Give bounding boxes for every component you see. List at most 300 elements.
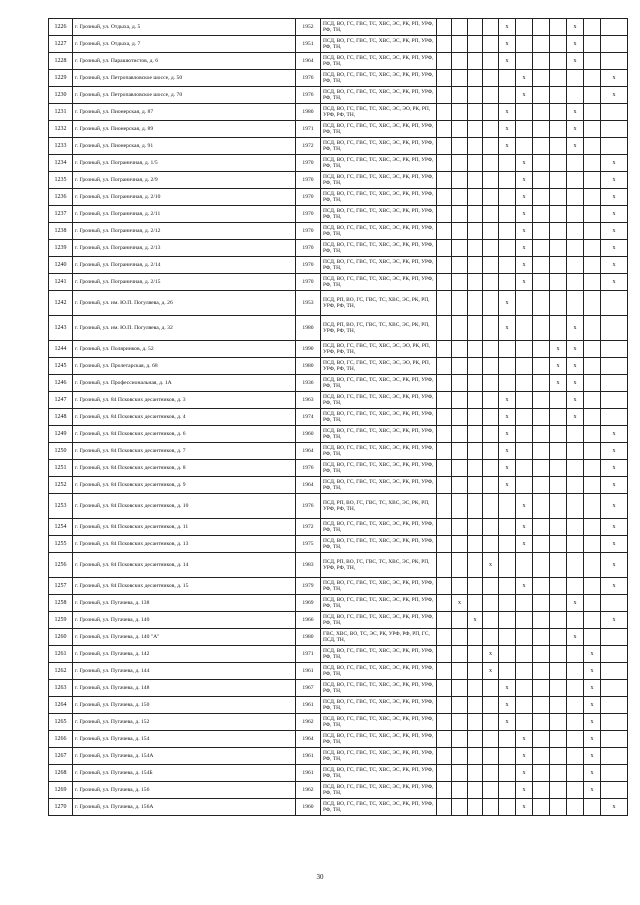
row-mark	[499, 87, 516, 104]
row-mark	[452, 70, 468, 87]
row-mark	[499, 519, 516, 536]
row-mark	[567, 553, 584, 578]
row-systems: ПСД, ВО, ГС, ГВС, ТС, ХВС, ЭС, РК, РП, УРФ, РФ, ТН,	[321, 53, 437, 70]
row-mark	[437, 731, 452, 748]
row-mark	[567, 274, 584, 291]
row-mark	[567, 240, 584, 257]
row-mark	[550, 494, 567, 519]
row-year: 1974	[296, 409, 321, 426]
row-address: г. Грозный, ул. Пугачева, д. 154	[73, 731, 296, 748]
row-mark	[452, 553, 468, 578]
row-mark	[437, 443, 452, 460]
row-mark: x	[516, 274, 533, 291]
row-address: г. Грозный, ул. 84 Псковских десантников, д. 15	[73, 578, 296, 595]
row-year: 1964	[296, 443, 321, 460]
row-year: 1960	[296, 426, 321, 443]
row-mark: x	[584, 646, 601, 663]
row-mark	[483, 36, 499, 53]
row-mark	[601, 731, 628, 748]
row-mark	[584, 799, 601, 816]
row-mark	[452, 172, 468, 189]
row-address: г. Грозный, ул. 84 Псковских десантников, д. 3	[73, 392, 296, 409]
row-mark	[550, 223, 567, 240]
row-mark	[516, 121, 533, 138]
row-mark	[483, 257, 499, 274]
row-year: 1972	[296, 519, 321, 536]
row-year: 1970	[296, 257, 321, 274]
row-number: 1241	[49, 274, 73, 291]
row-year: 1960	[296, 799, 321, 816]
row-address: г. Грозный, ул. им. Ю.П. Погуляева, д. 26	[73, 291, 296, 316]
row-mark	[533, 646, 550, 663]
row-mark	[483, 138, 499, 155]
row-mark	[567, 87, 584, 104]
row-mark	[499, 223, 516, 240]
row-mark	[499, 494, 516, 519]
row-mark	[452, 53, 468, 70]
row-mark: x	[601, 578, 628, 595]
row-mark: x	[601, 443, 628, 460]
row-address: г. Грозный, ул. 84 Псковских десантников, д. 11	[73, 519, 296, 536]
row-mark	[437, 206, 452, 223]
row-mark	[533, 748, 550, 765]
row-number: 1231	[49, 104, 73, 121]
table-row	[49, 87, 628, 104]
row-year: 1980	[296, 104, 321, 121]
row-mark	[499, 782, 516, 799]
row-mark	[468, 138, 483, 155]
row-mark: x	[516, 519, 533, 536]
row-mark	[468, 172, 483, 189]
row-systems: ПСД, ВО, ГС, ГВС, ТС, ХВС, ЭС, РК, РП, УРФ, РФ, ТН,	[321, 578, 437, 595]
row-mark	[516, 553, 533, 578]
row-mark	[437, 612, 452, 629]
row-mark	[437, 765, 452, 782]
row-mark	[567, 714, 584, 731]
row-mark	[550, 87, 567, 104]
row-mark: x	[550, 341, 567, 358]
row-mark	[533, 138, 550, 155]
row-mark: x	[516, 189, 533, 206]
row-mark: x	[499, 426, 516, 443]
row-mark: x	[516, 70, 533, 87]
row-mark	[483, 680, 499, 697]
row-mark	[483, 748, 499, 765]
row-systems: ПСД, ВО, ГС, ГВС, ТС, ХВС, ЭС, РК, РП, УРФ, РФ, ТН,	[321, 70, 437, 87]
row-mark	[499, 578, 516, 595]
row-address: г. Грозный, ул. Пролетарская, д. 68	[73, 358, 296, 375]
row-mark	[584, 19, 601, 36]
row-mark	[550, 477, 567, 494]
row-mark: x	[452, 595, 468, 612]
row-mark	[550, 121, 567, 138]
row-mark	[550, 536, 567, 553]
row-mark	[452, 443, 468, 460]
row-mark	[584, 536, 601, 553]
table-row	[49, 155, 628, 172]
row-mark	[499, 240, 516, 257]
row-mark	[483, 189, 499, 206]
row-mark	[550, 714, 567, 731]
row-number: 1253	[49, 494, 73, 519]
table-row	[49, 663, 628, 680]
row-mark	[452, 19, 468, 36]
row-mark	[452, 426, 468, 443]
table-row	[49, 477, 628, 494]
row-mark	[584, 494, 601, 519]
row-mark	[483, 799, 499, 816]
row-systems: ПСД, ВО, ГС, ГВС, ТС, ХВС, ЭС, РК, РП, УРФ, РФ, ТН,	[321, 731, 437, 748]
row-mark: x	[601, 477, 628, 494]
row-mark	[468, 291, 483, 316]
row-mark	[516, 358, 533, 375]
row-mark	[437, 36, 452, 53]
row-mark: x	[601, 274, 628, 291]
row-number: 1257	[49, 578, 73, 595]
row-mark	[584, 426, 601, 443]
table-row	[49, 460, 628, 477]
row-mark: x	[468, 612, 483, 629]
row-mark	[452, 748, 468, 765]
row-mark: x	[584, 731, 601, 748]
row-number: 1248	[49, 409, 73, 426]
row-mark	[437, 223, 452, 240]
row-mark	[516, 375, 533, 392]
row-mark	[483, 19, 499, 36]
row-mark	[452, 138, 468, 155]
row-mark	[533, 53, 550, 70]
row-year: 1953	[296, 291, 321, 316]
row-mark	[601, 104, 628, 121]
row-number: 1269	[49, 782, 73, 799]
row-systems: ПСД, РП, ВО, ГС, ГВС, ТС, ХВС, ЭС, РК, РП, УРФ, РФ, ТН,	[321, 316, 437, 341]
row-mark	[533, 189, 550, 206]
row-mark	[468, 223, 483, 240]
table-body	[49, 19, 628, 816]
row-mark	[499, 358, 516, 375]
row-mark	[533, 155, 550, 172]
row-year: 1964	[296, 53, 321, 70]
row-mark	[584, 375, 601, 392]
row-mark: x	[567, 375, 584, 392]
row-mark	[516, 629, 533, 646]
row-mark	[437, 519, 452, 536]
row-mark	[483, 375, 499, 392]
row-mark	[499, 646, 516, 663]
row-mark	[437, 680, 452, 697]
row-mark	[452, 104, 468, 121]
row-mark	[437, 172, 452, 189]
row-systems: ПСД, ВО, ГС, ГВС, ТС, ХВС, ЭС, РК, РП, УРФ, РФ, ТН,	[321, 138, 437, 155]
row-mark	[550, 172, 567, 189]
row-mark	[483, 291, 499, 316]
row-systems: ПСД, ВО, ГС, ГВС, ТС, ХВС, ЭС, РК, РП, УРФ, РФ, ТН,	[321, 155, 437, 172]
row-mark	[452, 358, 468, 375]
row-address: г. Грозный, ул. Отдыха, д. 5	[73, 19, 296, 36]
row-mark	[452, 663, 468, 680]
row-mark	[468, 477, 483, 494]
row-address: г. Грозный, ул. Отдыха, д. 7	[73, 36, 296, 53]
row-mark	[567, 663, 584, 680]
row-mark: x	[516, 223, 533, 240]
row-mark: x	[499, 409, 516, 426]
row-systems: ПСД, ВО, ГС, ГВС, ТС, ХВС, ЭС, РК, РП, УРФ, РФ, ТН,	[321, 443, 437, 460]
row-mark	[533, 206, 550, 223]
row-mark	[584, 291, 601, 316]
row-mark	[516, 53, 533, 70]
row-mark	[533, 426, 550, 443]
row-mark	[483, 494, 499, 519]
table-row	[49, 104, 628, 121]
row-year: 1964	[296, 731, 321, 748]
row-mark	[533, 477, 550, 494]
row-mark	[483, 714, 499, 731]
row-number: 1268	[49, 765, 73, 782]
row-mark	[516, 663, 533, 680]
row-mark	[437, 274, 452, 291]
row-mark: x	[601, 460, 628, 477]
row-mark: x	[516, 536, 533, 553]
row-number: 1237	[49, 206, 73, 223]
row-mark	[533, 274, 550, 291]
row-address: г. Грозный, ул. Петропавловское шоссе, д. 50	[73, 70, 296, 87]
row-mark	[483, 578, 499, 595]
row-mark	[533, 291, 550, 316]
row-mark	[584, 70, 601, 87]
row-systems: ПСД, ВО, ГС, ГВС, ТС, ХВС, ЭС, РК, РП, УРФ, РФ, ТН,	[321, 697, 437, 714]
row-mark: x	[567, 629, 584, 646]
row-number: 1244	[49, 341, 73, 358]
row-mark: x	[516, 578, 533, 595]
row-mark	[452, 731, 468, 748]
row-mark: x	[516, 257, 533, 274]
table-row	[49, 595, 628, 612]
row-mark	[499, 155, 516, 172]
row-mark: x	[516, 155, 533, 172]
row-number: 1258	[49, 595, 73, 612]
row-year: 1961	[296, 663, 321, 680]
row-mark	[437, 536, 452, 553]
row-mark	[567, 172, 584, 189]
row-mark	[516, 138, 533, 155]
row-mark	[468, 748, 483, 765]
row-mark	[584, 206, 601, 223]
row-mark	[437, 799, 452, 816]
row-mark	[584, 578, 601, 595]
row-systems: ПСД, ВО, ГС, ГВС, ТС, ХВС, ЭС, РК, РП, УРФ, РФ, ТН,	[321, 223, 437, 240]
row-mark	[533, 375, 550, 392]
row-mark: x	[499, 19, 516, 36]
row-mark: x	[601, 553, 628, 578]
row-year: 1970	[296, 172, 321, 189]
row-year: 1980	[296, 316, 321, 341]
table-row	[49, 36, 628, 53]
row-systems: ПСД, ВО, ГС, ГВС, ТС, ХВС, ЭС, РК, РП, УРФ, РФ, ТН,	[321, 257, 437, 274]
row-number: 1233	[49, 138, 73, 155]
row-mark	[601, 392, 628, 409]
row-mark	[452, 206, 468, 223]
row-mark	[601, 595, 628, 612]
row-mark	[516, 316, 533, 341]
row-systems: ПСД, РП, ВО, ГС, ГВС, ТС, ХВС, ЭС, РК, РП, УРФ, РФ, ТН,	[321, 494, 437, 519]
row-mark	[437, 358, 452, 375]
row-mark	[483, 155, 499, 172]
row-mark: x	[567, 358, 584, 375]
row-mark	[516, 104, 533, 121]
row-mark	[516, 612, 533, 629]
row-mark: x	[516, 731, 533, 748]
row-address: г. Грозный, ул. Пугачева, д. 142	[73, 646, 296, 663]
row-mark	[452, 697, 468, 714]
row-address: г. Грозный, ул. Петропавловское шоссе, д. 70	[73, 87, 296, 104]
row-mark	[567, 782, 584, 799]
row-mark	[550, 257, 567, 274]
row-mark	[499, 341, 516, 358]
table-row	[49, 680, 628, 697]
row-mark	[468, 426, 483, 443]
row-mark	[601, 121, 628, 138]
row-mark	[437, 595, 452, 612]
row-mark	[499, 257, 516, 274]
row-mark	[567, 578, 584, 595]
row-mark	[516, 595, 533, 612]
row-mark	[483, 519, 499, 536]
row-year: 1970	[296, 206, 321, 223]
row-number: 1267	[49, 748, 73, 765]
table-row	[49, 799, 628, 816]
row-mark	[483, 392, 499, 409]
row-systems: ПСД, ВО, ГС, ГВС, ТС, ХВС, ЭС, РК, РП, УРФ, РФ, ТН,	[321, 392, 437, 409]
row-systems: ПСД, ВО, ГС, ГВС, ТС, ХВС, ЭС, РК, РП, УРФ, РФ, ТН,	[321, 121, 437, 138]
row-number: 1270	[49, 799, 73, 816]
table-row	[49, 257, 628, 274]
row-mark	[567, 536, 584, 553]
row-mark	[550, 36, 567, 53]
row-mark	[468, 663, 483, 680]
row-mark	[483, 409, 499, 426]
row-number: 1246	[49, 375, 73, 392]
row-number: 1234	[49, 155, 73, 172]
row-mark	[584, 121, 601, 138]
row-mark	[550, 316, 567, 341]
row-mark	[468, 206, 483, 223]
row-mark	[483, 731, 499, 748]
row-mark	[533, 70, 550, 87]
row-address: г. Грозный, ул. Пугачева, д. 156А	[73, 799, 296, 816]
row-mark	[567, 460, 584, 477]
row-systems: ПСД, РП, ВО, ГС, ГВС, ТС, ХВС, ЭС, РК, РП, УРФ, РФ, ТН,	[321, 553, 437, 578]
row-mark: x	[584, 697, 601, 714]
row-mark	[452, 392, 468, 409]
row-year: 1952	[296, 19, 321, 36]
row-mark	[483, 426, 499, 443]
row-mark	[437, 189, 452, 206]
row-mark	[452, 460, 468, 477]
row-mark	[437, 494, 452, 519]
row-systems: ПСД, ВО, ГС, ГВС, ТС, ХВС, ЭС, РК, РП, УРФ, РФ, ТН,	[321, 274, 437, 291]
row-mark	[584, 104, 601, 121]
row-mark	[601, 409, 628, 426]
row-mark: x	[584, 663, 601, 680]
row-systems: ПСД, ВО, ГС, ГВС, ТС, ХВС, ЭС, РК, РП, УРФ, РФ, ТН,	[321, 87, 437, 104]
row-mark	[550, 460, 567, 477]
row-mark	[516, 714, 533, 731]
row-mark: x	[499, 714, 516, 731]
row-year: 1983	[296, 553, 321, 578]
row-number: 1251	[49, 460, 73, 477]
row-mark	[468, 70, 483, 87]
row-mark	[452, 646, 468, 663]
row-mark: x	[601, 426, 628, 443]
row-mark	[483, 316, 499, 341]
row-year: 1990	[296, 341, 321, 358]
row-mark	[601, 291, 628, 316]
row-mark	[567, 70, 584, 87]
row-number: 1239	[49, 240, 73, 257]
row-address: г. Грозный, ул. Пограничная, д. 2/13	[73, 240, 296, 257]
row-mark	[452, 223, 468, 240]
row-address: г. Грозный, ул. 84 Псковских десантников, д. 10	[73, 494, 296, 519]
row-mark	[499, 70, 516, 87]
table-row	[49, 731, 628, 748]
row-mark	[601, 680, 628, 697]
row-systems: ПСД, ВО, ГС, ГВС, ТС, ХВС, ЭС, РК, РП, УРФ, РФ, ТН,	[321, 782, 437, 799]
row-mark	[550, 443, 567, 460]
row-mark: x	[516, 799, 533, 816]
row-mark	[468, 36, 483, 53]
row-address: г. Грозный, ул. Пугачева, д. 152	[73, 714, 296, 731]
row-mark	[601, 646, 628, 663]
row-mark	[533, 714, 550, 731]
row-address: г. Грозный, ул. 84 Псковских десантников, д. 13	[73, 536, 296, 553]
row-mark	[584, 257, 601, 274]
row-mark	[437, 70, 452, 87]
row-year: 1976	[296, 460, 321, 477]
row-mark	[516, 392, 533, 409]
row-mark	[499, 553, 516, 578]
row-mark: x	[550, 358, 567, 375]
row-address: г. Грозный, ул. Пограничная, д. 2/11	[73, 206, 296, 223]
row-mark	[452, 189, 468, 206]
row-mark: x	[567, 392, 584, 409]
row-mark	[533, 172, 550, 189]
row-mark	[533, 358, 550, 375]
row-year: 1962	[296, 782, 321, 799]
row-mark	[584, 138, 601, 155]
row-mark	[516, 19, 533, 36]
row-mark: x	[567, 53, 584, 70]
row-mark	[601, 375, 628, 392]
row-mark	[483, 87, 499, 104]
row-mark: x	[499, 291, 516, 316]
row-number: 1247	[49, 392, 73, 409]
row-address: г. Грозный, ул. Пугачева, д. 156	[73, 782, 296, 799]
row-year: 1967	[296, 680, 321, 697]
row-address: г. Грозный, ул. Пугачева, д. 140 "А"	[73, 629, 296, 646]
row-systems: ПСД, ВО, ГС, ГВС, ТС, ХВС, ЭС, РК, РП, УРФ, РФ, ТН,	[321, 748, 437, 765]
row-mark: x	[499, 121, 516, 138]
row-mark: x	[601, 240, 628, 257]
row-year: 1980	[296, 358, 321, 375]
row-mark	[516, 477, 533, 494]
row-number: 1263	[49, 680, 73, 697]
row-mark	[468, 87, 483, 104]
row-mark: x	[567, 121, 584, 138]
row-mark	[533, 697, 550, 714]
row-systems: ПСД, ВО, ГС, ГВС, ТС, ХВС, ЭС, РК, РП, УРФ, РФ, ТН,	[321, 646, 437, 663]
row-mark: x	[483, 663, 499, 680]
row-number: 1228	[49, 53, 73, 70]
